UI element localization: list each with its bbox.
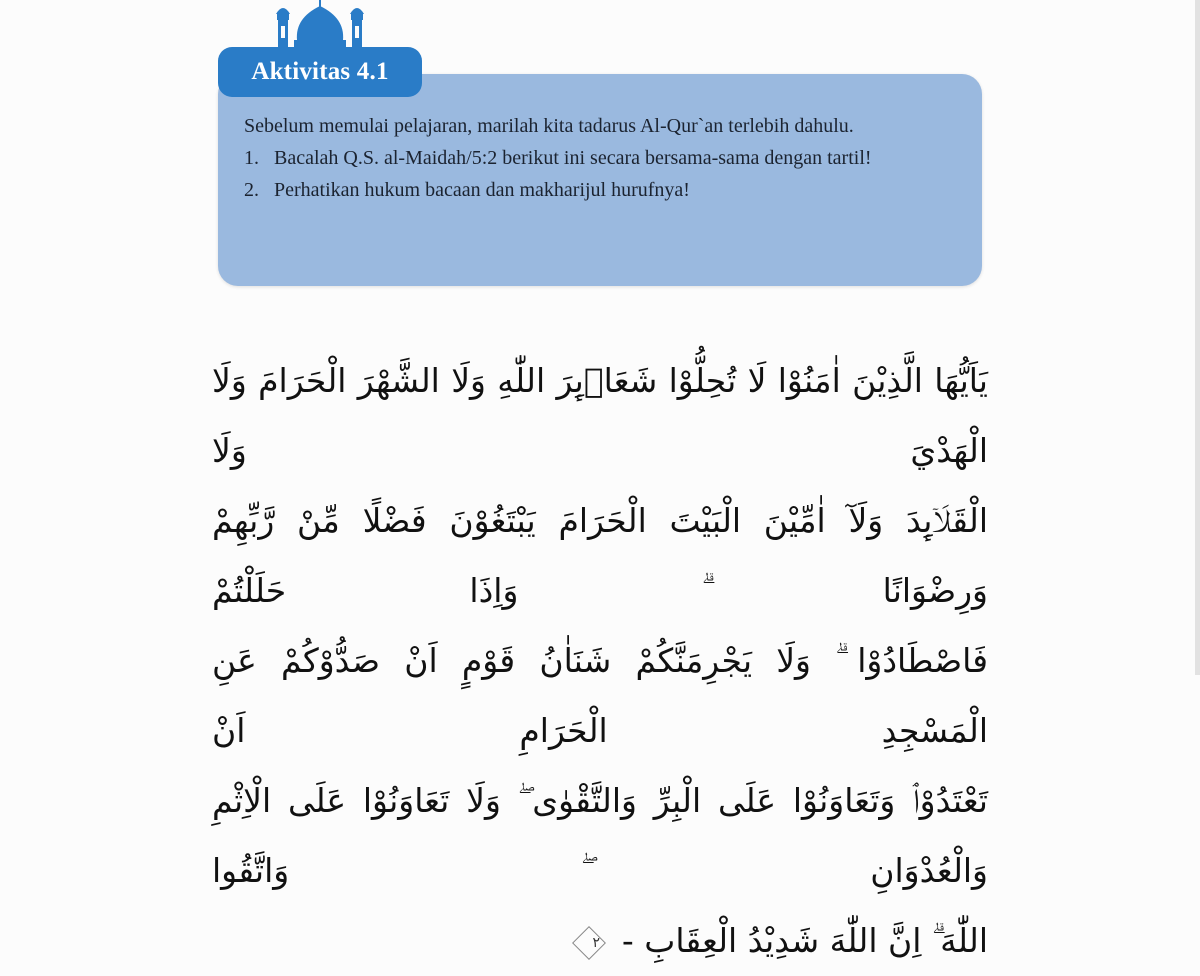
ayah-number: ٢ [592, 934, 601, 951]
verse-line: تَعْتَدُوْاۘ وَتَعَاوَنُوْا عَلَى الْبِرِّ وَالتَّقْوٰى ۖ وَلَا تَعَاوَنُوْا عَلَى الْاِثْمِ وَالْعُدْوَانِ ۖ وَاتَّقُوا [212, 781, 988, 890]
activity-steps [244, 142, 960, 206]
verse-line: فَاصْطَادُوْا ۗ وَلَا يَجْرِمَنَّكُمْ شَنَاٰنُ قَوْمٍ اَنْ صَدُّوْكُمْ عَنِ الْمَسْجِدِ الْحَرَامِ اَنْ [212, 641, 988, 750]
mosque-icon [270, 0, 370, 50]
page-edge [1195, 0, 1200, 675]
activity-content [244, 110, 960, 206]
step-item [244, 142, 960, 174]
step-text: Perhatikan hukum bacaan dan makharijul hurufnya! [274, 179, 690, 201]
activity-title: Aktivitas 4.1 [251, 58, 389, 85]
verse-line-last [212, 906, 988, 976]
step-item [244, 174, 960, 206]
verse-line: يَاَيُّهَا الَّذِيْنَ اٰمَنُوْا لَا تُحِلُّوْا شَعَاۤىِٕرَ اللّٰهِ وَلَا الشَّهْرَ الْحَرَامَ وَلَا الْهَدْيَ وَلَا [212, 361, 988, 470]
verse-line: الْقَلَاۤىِٕدَ وَلَآ اٰمِّيْنَ الْبَيْتَ الْحَرَامَ يَبْتَغُوْنَ فَضْلًا مِّنْ رَّبِّهِمْ وَرِضْوَانًا ۗ وَاِذَا حَلَلْتُمْ [212, 501, 988, 610]
step-text: Bacalah Q.S. al-Maidah/5:2 berikut ini secara bersama-sama dengan tartil! [274, 147, 872, 169]
step-number: 1. [244, 147, 259, 169]
verse-line: اللّٰهَ ۗ اِنَّ اللّٰهَ شَدِيْدُ الْعِقَابِ - [621, 921, 988, 960]
quran-verse [212, 346, 988, 976]
ayah-number-marker [572, 926, 606, 960]
activity-header [218, 47, 422, 97]
activity-intro: Sebelum memulai pelajaran, marilah kita tadarus Al-Qur`an terlebih dahulu. [244, 115, 854, 137]
step-number: 2. [244, 179, 259, 201]
